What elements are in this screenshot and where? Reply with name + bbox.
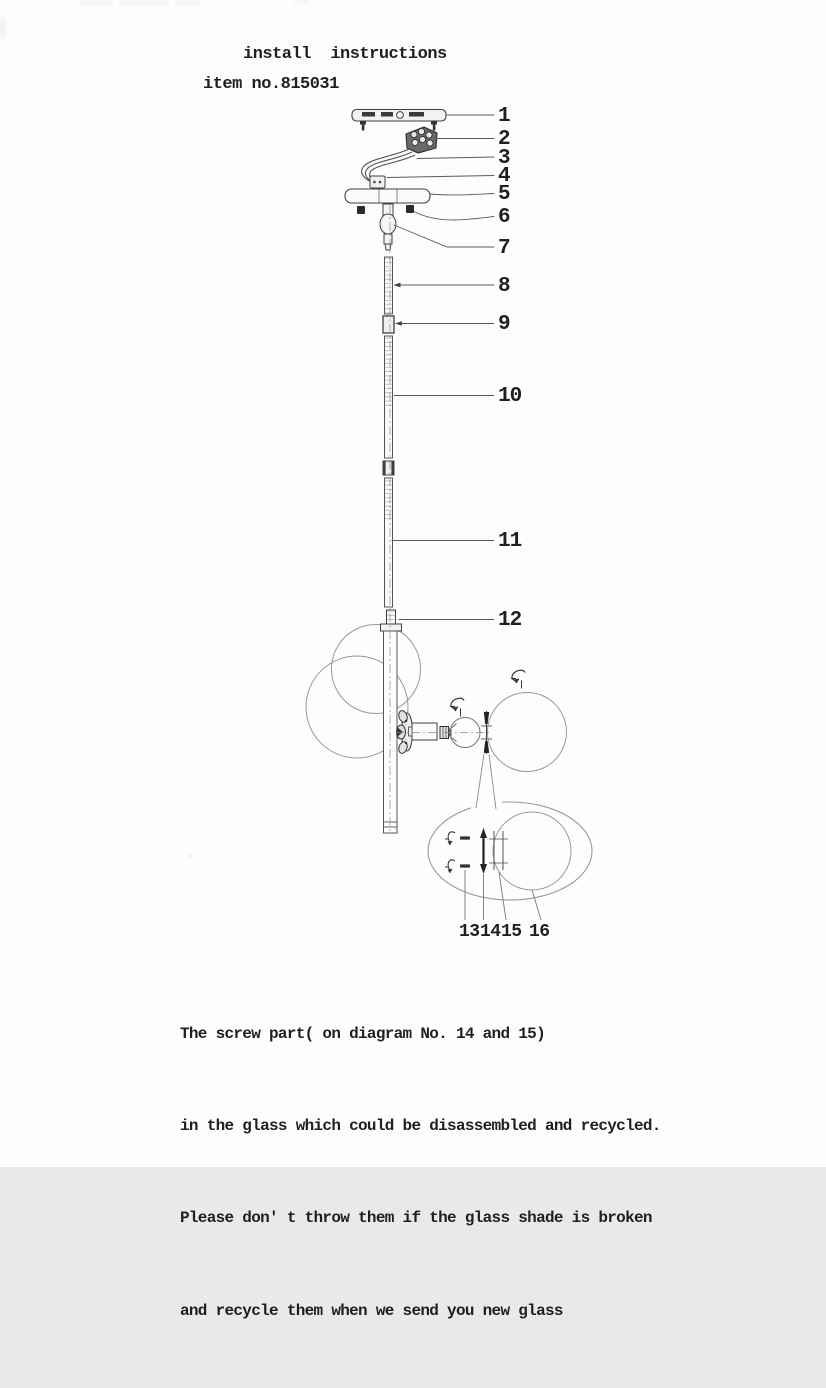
note-line-2: in the glass which could be disassembled and recycled. (180, 1116, 661, 1135)
part-label-9: 9 (498, 313, 510, 336)
rod-connector-middle (383, 461, 394, 475)
glass-globe-right (488, 693, 567, 772)
detail-label-13: 13 (459, 922, 480, 942)
part-label-12: 12 (498, 609, 522, 632)
part-label-11: 11 (498, 530, 522, 553)
note-line-4: and recycle them when we send you new glass (180, 1301, 563, 1320)
rod-lower (385, 478, 393, 607)
rod-upper (385, 257, 393, 314)
part-label-6: 6 (498, 206, 510, 229)
part-label-2: 2 (498, 128, 510, 151)
note-line-1: The screw part( on diagram No. 14 and 15) (180, 1024, 545, 1043)
detail-label-16: 16 (529, 922, 550, 942)
rod-middle (385, 336, 393, 458)
detail-collar-15 (489, 831, 508, 870)
part-label-1: 1 (498, 105, 510, 128)
detail-screw-13b (445, 860, 470, 874)
part-label-4: 4 (498, 165, 510, 188)
socket-housing (409, 723, 438, 740)
recycling-note (180, 957, 661, 1388)
note-line-3: Please don' t throw them if the glass shade is broken (180, 1209, 652, 1228)
page-title: install instructions (243, 45, 447, 64)
part-label-3: 3 (498, 147, 510, 170)
detail-ring-14 (480, 828, 487, 874)
part-label-10: 10 (498, 385, 522, 408)
rotation-arrow-bulb (450, 698, 464, 716)
detail-label-15: 15 (501, 922, 522, 942)
canopy (345, 189, 430, 203)
terminal-block (406, 127, 437, 153)
part-label-8: 8 (498, 275, 510, 298)
hanger-nipple (381, 610, 402, 631)
wire-fitting (370, 176, 385, 188)
rotation-arrow-globe (511, 670, 525, 688)
detail-globe-16 (493, 812, 571, 890)
mounting-bar (352, 110, 446, 131)
detail-label-14: 14 (480, 922, 501, 942)
scan-artifacts (0, 0, 308, 857)
part-label-7: 7 (498, 237, 510, 260)
rod-connector-upper (383, 316, 394, 333)
leader-arrowheads (394, 283, 402, 326)
detail-callout (428, 754, 592, 920)
part-label-5: 5 (498, 183, 510, 206)
detail-screw-13a (445, 832, 470, 846)
item-number: item no.815031 (203, 75, 339, 94)
swivel-joint (380, 204, 396, 250)
